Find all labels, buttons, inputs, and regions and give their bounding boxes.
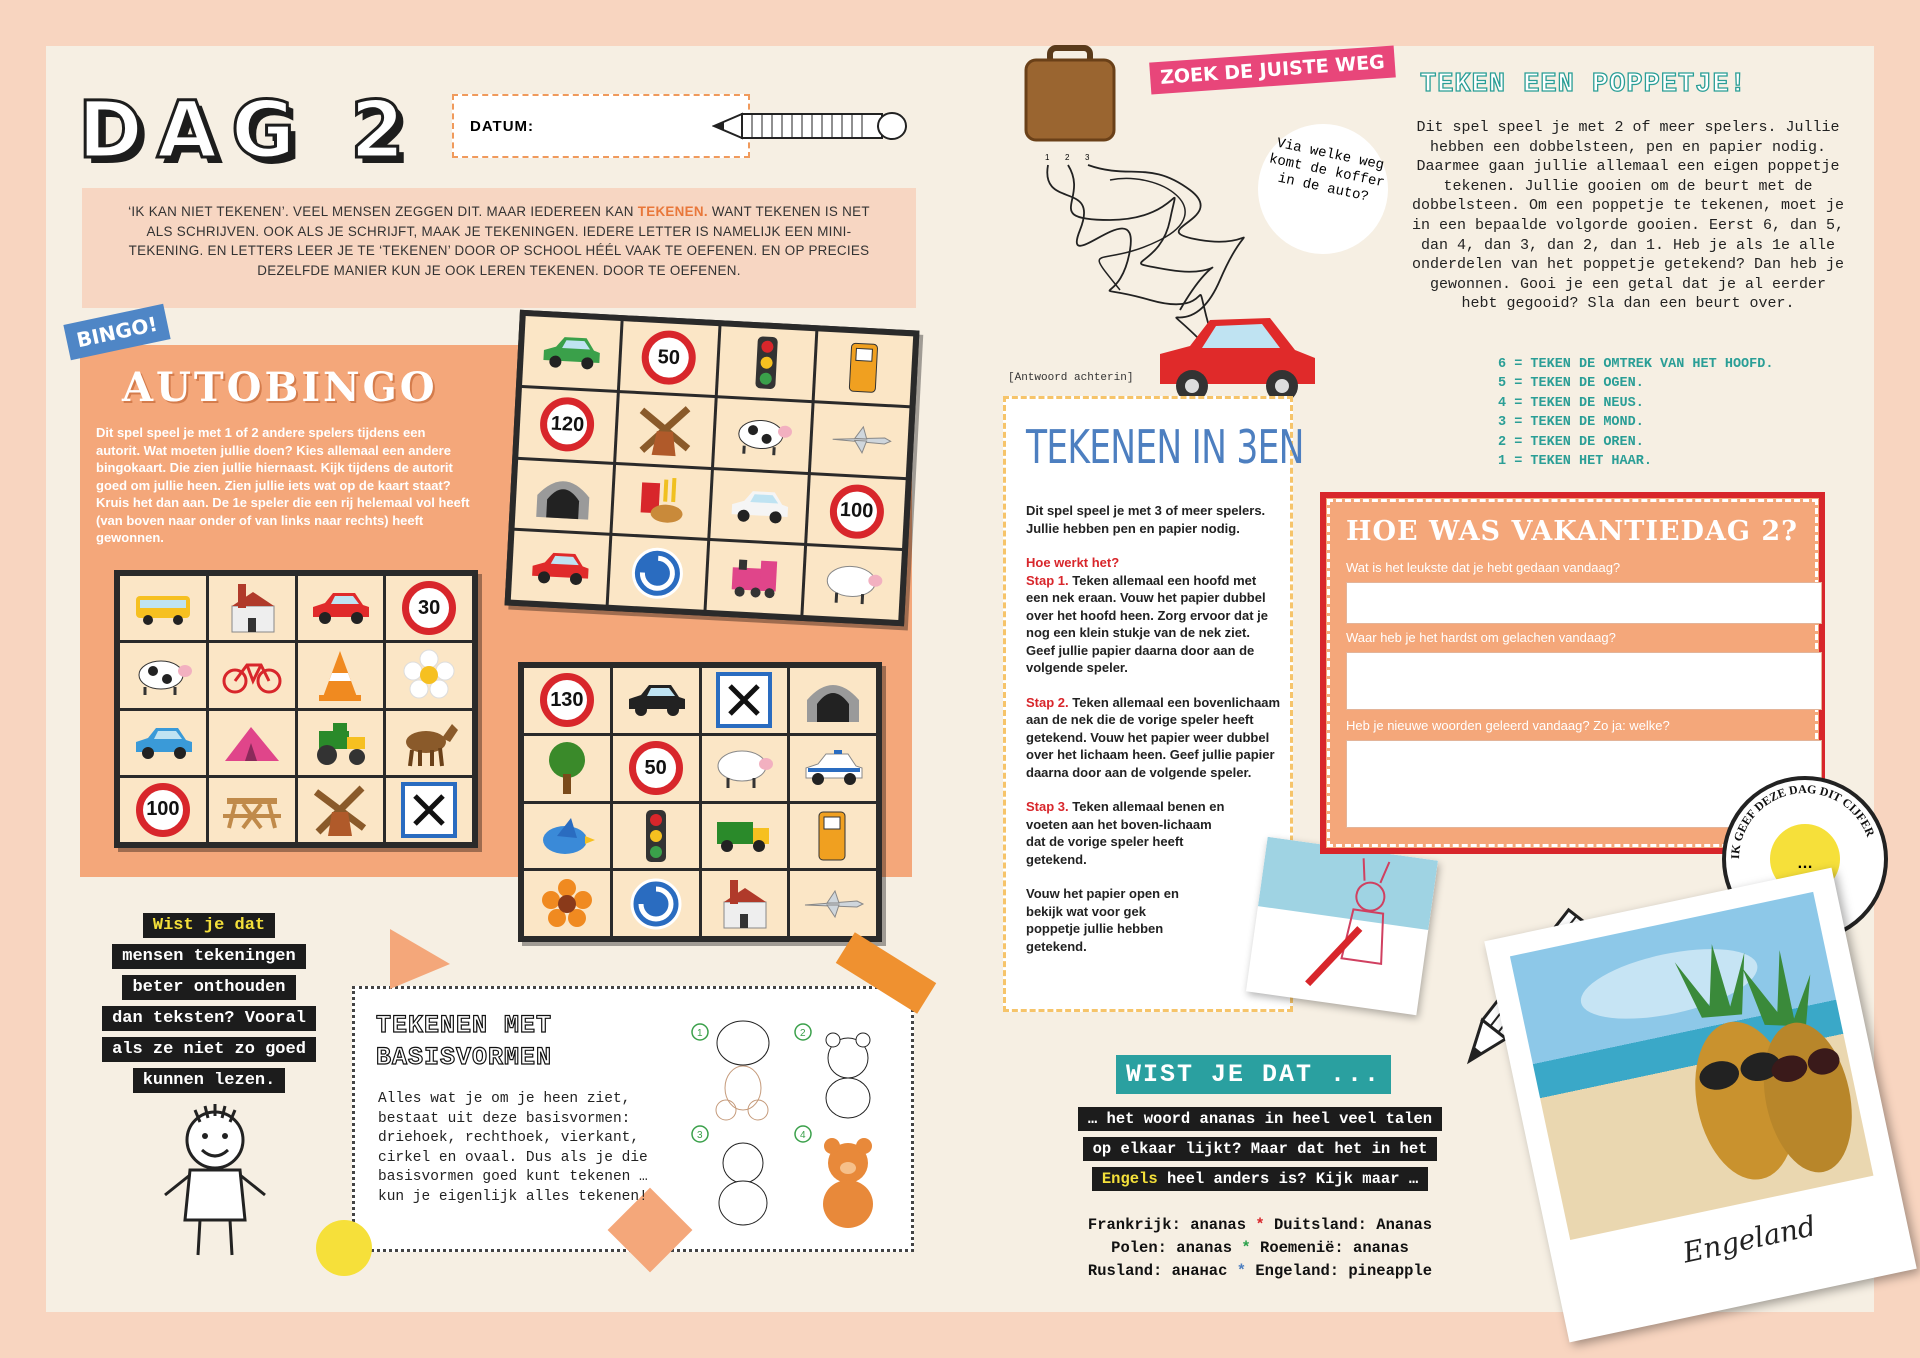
svg-text:2: 2 [1065, 153, 1070, 162]
wist-line: … het woord ananas in heel veel talen [1078, 1107, 1442, 1131]
list-item: 6 = TEKEN DE OMTREK VAN HET HOOFD. [1498, 357, 1774, 372]
windmill-icon [636, 400, 695, 459]
bingo-cell[interactable] [209, 778, 295, 842]
cow-icon [133, 653, 193, 697]
bingo-cell[interactable] [511, 531, 609, 605]
bus-icon [132, 590, 194, 626]
speed-sign-icon: 100 [828, 483, 885, 540]
svg-text:3: 3 [1085, 153, 1090, 162]
autobingo-text: Dit spel speel je met 1 of 2 andere spelers tijdens een autorit. Wat moeten jullie doen? Kies allemaal een andere bingokaart. Die zien jullie hiernaast. Kijk tijdens de autorit goed om jullie heen. Zien jullie iets wat op de kaart staat? Kruis het dan aan. De 1e speler die een rij helemaal vol heeft (van boven naar onder of van links naar rechts) heeft gewonnen. [96, 425, 470, 545]
bingo-cell-speed-sign[interactable] [807, 475, 905, 549]
bingo-cell[interactable] [815, 331, 913, 405]
wist-line: beter onthouden [122, 975, 295, 1000]
bingo-cell-speed-sign[interactable] [620, 321, 718, 395]
speed-sign-icon: 120 [539, 396, 596, 453]
intro-text: ‘IK KAN NIET TEKENEN’. VEEL MENSEN ZEGGEN DIT. MAAR IEDEREEN KAN TEKENEN. WANT TEKENEN IS NET ALS SCHRIJVEN. OOK ALS JE SCHRIJFT, MAAK JE TEKENINGEN. IEDERE LETTER IS NAMELIJK EEN MINI-TEKENING. EN LETTERS LEER JE TE ‘TEKENEN’ DOOR OP SCHOOL HÉÉL VAAK TE OEFENEN. EN OP PRECIES DEZELFDE MANIER KUN JE OOK LEREN TEKENEN. DOOR TE OEFENEN. [82, 188, 916, 308]
horse-icon [398, 718, 460, 768]
bingo-card-b [114, 570, 478, 848]
fuel-pump-icon [843, 339, 886, 397]
orange-flower-icon [541, 878, 593, 930]
truck-icon [713, 816, 775, 856]
black-car-icon [625, 681, 687, 719]
red-car-icon [309, 589, 371, 627]
traffic-cone-icon [317, 647, 363, 703]
bingo-cell[interactable] [702, 871, 788, 936]
wist-je-dat-left [84, 910, 334, 1096]
bingo-cell[interactable] [522, 316, 620, 390]
datum-label: DATUM: [470, 118, 535, 135]
bingo-cell[interactable] [616, 393, 714, 467]
wist-line: op elkaar lijkt? Maar dat het in het [1083, 1137, 1438, 1161]
bicycle-icon [221, 655, 283, 695]
bingo-cell[interactable] [790, 871, 876, 936]
rating-field[interactable]: … [1770, 824, 1840, 894]
speed-sign-icon: 130 [540, 673, 594, 727]
wist-line: Wist je dat [143, 913, 275, 938]
svg-text:4: 4 [800, 1130, 806, 1141]
bingo-tag: BINGO! [63, 304, 170, 360]
church-icon [224, 580, 280, 636]
tunnel-icon [532, 471, 594, 522]
bird-icon [537, 814, 597, 858]
tent-icon [221, 721, 283, 765]
page-title: DAG 2 [78, 86, 419, 176]
bingo-cell[interactable] [790, 804, 876, 869]
airplane-icon [801, 889, 865, 919]
tree-icon [541, 740, 593, 796]
bingo-cell[interactable] [608, 536, 706, 610]
question-2-label: Waar heb je het hardst om gelachen vandaag? [1346, 630, 1616, 645]
answer-1-field[interactable] [1346, 582, 1822, 624]
ananas-languages: Frankrijk: ananas * Duitsland: Ananas Polen: ananas * Roemenië: ananas Rusland: ананас * Engeland: pineapple [1087, 1216, 1433, 1280]
fastfood-icon [632, 472, 691, 531]
svg-text:1: 1 [697, 1028, 703, 1039]
suitcase-icon [1020, 40, 1120, 144]
wist-line: dan teksten? Vooral [102, 1006, 316, 1031]
bingo-cell-speed-sign[interactable] [613, 736, 699, 801]
list-item: 2 = TEKEN DE OREN. [1498, 434, 1644, 450]
roundabout-icon [629, 877, 683, 931]
poppetje-title: TEKEN EEN POPPETJE! [1420, 70, 1747, 100]
autobingo-title: AUTOBINGO [122, 364, 438, 411]
red-car-icon [528, 547, 592, 588]
traffic-light-icon [750, 334, 783, 391]
list-item: 4 = TEKEN DE NEUS. [1498, 395, 1644, 411]
bingo-cell[interactable] [702, 804, 788, 869]
bingo-cell[interactable] [209, 711, 295, 775]
white-car-icon [727, 486, 791, 527]
speed-sign-icon: 30 [402, 581, 456, 635]
bingo-cell[interactable] [209, 576, 295, 640]
sheep-icon [822, 560, 884, 607]
bingo-cell[interactable] [298, 711, 384, 775]
bingo-card-a [505, 310, 920, 627]
bingo-cell-speed-sign[interactable] [518, 388, 616, 462]
bingo-cell[interactable] [717, 326, 815, 400]
stick-figure-icon [160, 1100, 270, 1260]
list-item: 3 = TEKEN DE MOND. [1498, 415, 1644, 431]
bingo-cell[interactable] [209, 643, 295, 707]
bingo-cell-speed-sign[interactable] [386, 576, 472, 640]
bingo-cell[interactable] [524, 871, 610, 936]
poppetje-text: Dit spel speel je met 2 of meer spelers. Jullie hebben een dobbelsteen, pen en papier nodig. Daarmee gaan jullie allemaal een eigen poppetje tekenen. Jullie gooien om de beurt met de dobbelsteen. Om een poppetje te tekenen, moet je in een bepaalde volgorde gooien. Eerst 6, dan 5, dan 4, dan 3, dan 2, dan 1. Heb je als 1e alle onderdelen van het poppetje getekend? Dan heb je gewonnen. Gooi je een getal dat je al eerder hebt gegooid? Sla dan een beurt over. [1411, 119, 1845, 313]
bingo-card-c [518, 662, 882, 942]
bingo-cell[interactable] [298, 643, 384, 707]
bingo-cell[interactable] [612, 464, 710, 538]
green-car-icon [539, 332, 603, 373]
bingo-cell[interactable] [515, 459, 613, 533]
bingo-cell[interactable] [524, 736, 610, 801]
pineapple-beach-photo [1510, 892, 1874, 1240]
vakantiedag-title: HOE WAS VAKANTIEDAG 2? [1346, 516, 1798, 547]
tractor-icon [309, 719, 371, 767]
bingo-cell[interactable] [386, 643, 472, 707]
bingo-cell[interactable] [710, 470, 808, 544]
traffic-light-icon [641, 808, 671, 864]
flower-icon [403, 649, 455, 701]
list-item: 1 = TEKEN HET HAAR. [1498, 454, 1652, 470]
bingo-cell[interactable] [524, 804, 610, 869]
datum-field[interactable] [452, 94, 750, 158]
fuel-pump-icon [813, 808, 853, 864]
bingo-cell[interactable] [613, 668, 699, 733]
cow-icon [732, 411, 794, 458]
windmill-icon [312, 782, 368, 838]
restaurant-sign-icon [716, 672, 772, 728]
wist-je-dat-right-header: WIST JE DAT ... [1116, 1055, 1391, 1094]
question-3-label: Heb je nieuwe woorden geleerd vandaag? Zo ja: welke? [1346, 718, 1670, 733]
wist-line: mensen tekeningen [112, 944, 305, 969]
church-icon [716, 876, 772, 932]
bingo-cell[interactable] [386, 711, 472, 775]
teddy-bear-steps-illustration [688, 1018, 898, 1238]
yellow-circle-shape [316, 1220, 372, 1276]
answer-note: [Antwoord achterin] [1008, 372, 1134, 384]
bingo-cell[interactable] [790, 736, 876, 801]
bingo-cell[interactable] [613, 871, 699, 936]
svg-text:IK GEEF DEZE DAG DIT CIJFER: IK GEEF DEZE DAG DIT CIJFER [1727, 781, 1878, 860]
pencil-icon [712, 104, 912, 148]
speed-sign-icon: 50 [640, 330, 697, 387]
basisvormen-title: TEKENEN MET BASISVORMEN [376, 1011, 553, 1072]
wist-je-dat-right [1030, 1104, 1490, 1194]
police-car-icon [802, 748, 864, 788]
triangle-shape [380, 924, 460, 994]
poppetje-list [1498, 355, 1773, 471]
bingo-cell[interactable] [298, 778, 384, 842]
bingo-cell-speed-sign[interactable] [524, 668, 610, 733]
wist-line: Engels heel anders is? Kijk maar … [1092, 1167, 1428, 1191]
speed-sign-icon: 50 [629, 741, 683, 795]
zoek-de-juiste-weg-tag: ZOEK DE JUISTE WEG [1149, 45, 1396, 94]
airplane-icon [828, 423, 893, 456]
bingo-cell[interactable] [298, 576, 384, 640]
maze-question-bubble: Via welke weg komt de koffer in de auto? [1246, 112, 1400, 266]
tunnel-icon [803, 676, 863, 724]
bingo-cell[interactable] [120, 643, 206, 707]
bingo-cell[interactable] [120, 711, 206, 775]
bingo-cell[interactable] [811, 403, 909, 477]
blue-car-icon [132, 724, 194, 762]
svg-text:2: 2 [800, 1028, 806, 1039]
speed-sign-icon: 100 [136, 783, 190, 837]
bingo-cell[interactable] [790, 668, 876, 733]
polaroid-label: Engeland [1680, 1209, 1819, 1270]
train-icon [723, 554, 787, 601]
wist-line: kunnen lezen. [133, 1068, 286, 1093]
answer-2-field[interactable] [1346, 652, 1822, 710]
bingo-cell[interactable] [702, 736, 788, 801]
bingo-cell[interactable] [714, 398, 812, 472]
sheep-icon [714, 746, 774, 790]
bingo-cell[interactable] [804, 546, 902, 620]
picnic-table-icon [221, 788, 283, 832]
roundabout-icon [629, 545, 686, 602]
bingo-cell-speed-sign[interactable] [120, 778, 206, 842]
restaurant-sign-icon [401, 782, 457, 838]
bingo-cell[interactable] [706, 541, 804, 615]
svg-text:3: 3 [697, 1130, 703, 1141]
svg-text:1: 1 [1045, 153, 1050, 162]
question-1-label: Wat is het leukste dat je hebt gedaan vandaag? [1346, 560, 1621, 575]
bingo-cell[interactable] [613, 804, 699, 869]
wist-line: als ze niet zo goed [102, 1037, 316, 1062]
tekenen-in-3en-text: Dit spel speel je met 3 of meer spelers. Jullie hebben pen en papier nodig. Hoe werkt het? Stap 1. Teken allemaal een hoofd met een nek eraan. Vouw het papier dubbel over het hoofd heen. Zorg ervoor dat je nog een klein stukje van de nek ziet. Geef jullie papier daarna door aan de volgende speler. Stap 2. Teken allemaal een bovenlichaam aan de nek die de vorige speler heeft getekend. Vouw het papier weer dubbel over het lichaam heen. Geef jullie papier daarna door aan de volgende speler. Stap 3. Teken allemaal benen en voeten aan het boven-lichaam dat de vorige speler heeft getekend. Vouw het papier open en bekijk wat voor gek poppetje jullie hebben getekend. [1026, 503, 1281, 954]
red-car-icon [1150, 306, 1320, 410]
bingo-cell[interactable] [120, 576, 206, 640]
basisvormen-text: Alles wat je om je heen ziet, bestaat uit deze basisvormen: driehoek, rechthoek, vierkant, cirkel en ovaal. Dus als je die basisvormen goed kunt tekenen … kun je eigenlijk alles tekenen! [378, 1091, 648, 1205]
bingo-cell[interactable] [386, 778, 472, 842]
list-item: 5 = TEKEN DE OGEN. [1498, 376, 1644, 392]
tekenen-in-3en-title: TEKENEN IN 3EN [1026, 420, 1304, 474]
bingo-cell[interactable] [702, 668, 788, 733]
drawing-photo [1246, 837, 1438, 1015]
